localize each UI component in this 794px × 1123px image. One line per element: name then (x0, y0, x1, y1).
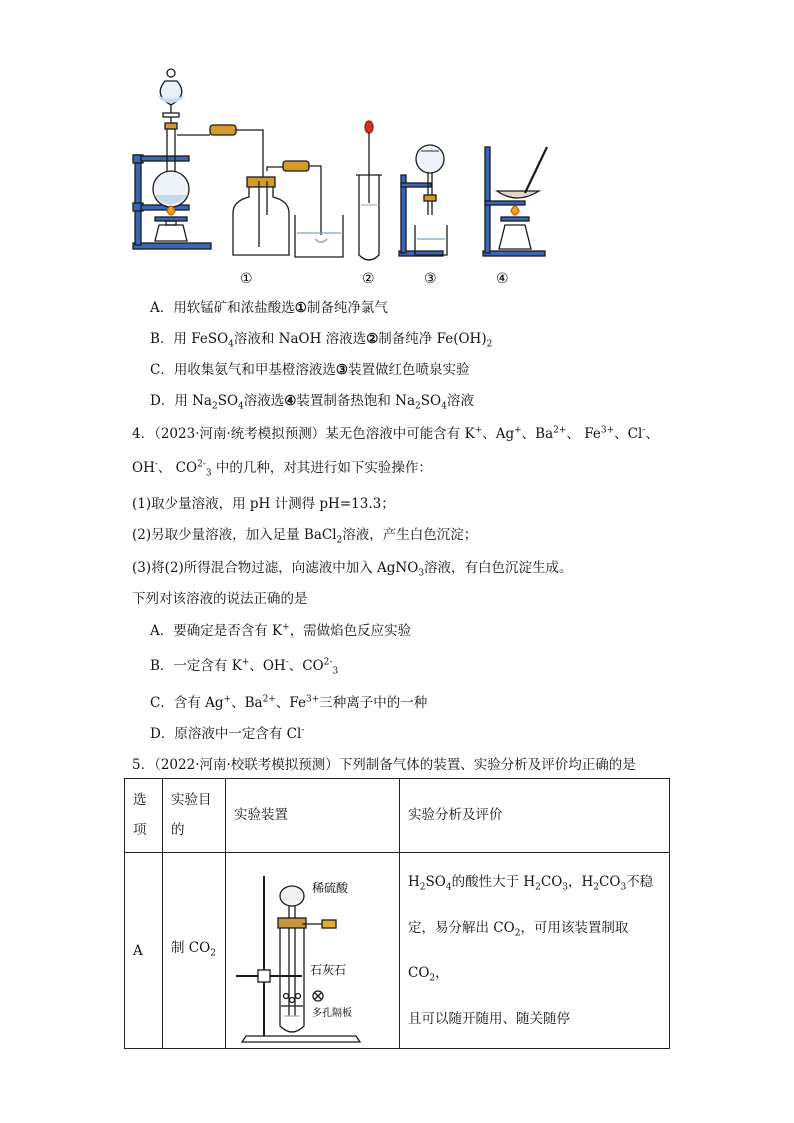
q4-option-a: A．要确定是否含有 K+，需做焰色反应实验 (150, 622, 412, 639)
label-limestone: 石灰石 (310, 962, 347, 977)
q3-option-a: A．用软锰矿和浓盐酸选①制备纯净氯气 (150, 300, 388, 316)
q4-step-2: (2)另取少量溶液，加入足量 BaCl$_2$溶液，产生白色沉淀； (132, 527, 478, 546)
figure-label-4: ④ (496, 271, 509, 287)
q4-step-1: (1)取少量溶液，用 pH 计测得 pH=13.3； (132, 496, 395, 512)
row-a-analysis (400, 853, 670, 1049)
row-a-apparatus (226, 853, 400, 1049)
q3-option-b: B．用 FeSO$_4$溶液和 NaOH 溶液选②制备纯净 $Fe(OH)_2$ (150, 331, 493, 350)
figure-label-3: ③ (424, 271, 437, 287)
apparatus-1-generator (133, 69, 263, 249)
q5-table (124, 778, 670, 1049)
q4-option-b: B．一定含有 K+、OH-、$CO^{2-}_3$ (150, 657, 339, 677)
q4-step-3: (3)将(2)所得混合物过滤，向滤液中加入 AgNO$_3$溶液，有白色沉淀生成。 (132, 560, 573, 579)
q5-stem: 5．（2022·河南·校联考模拟预测）下列制备气体的装置、实验分析及评价均正确的是 (132, 757, 636, 773)
q4-option-c: C．含有 Ag+、$Ba^{2+}$、$Fe^{3+}$三种离子中的一种 (150, 694, 428, 711)
q3-option-d: D．用 $Na_2SO_4$溶液选④装置制备热饱和 $Na_2SO_4$溶液 (150, 393, 474, 412)
header-apparatus: 实验装置 (226, 779, 400, 853)
apparatus-3-fountain (399, 145, 447, 256)
analysis-line-3: 且可以随开随用、随关随停 (408, 1011, 570, 1028)
table-row (125, 853, 670, 1049)
analysis-line-2: 定，易分解出 $CO_2$，可用该装置制取 $CO_2$， (408, 919, 629, 985)
row-a-purpose: 制 $CO_2$ (163, 853, 226, 1049)
q4-question: 下列对该溶液的说法正确的是 (132, 591, 308, 607)
header-purpose: 实验目的 (163, 779, 226, 853)
apparatus-figure (125, 55, 555, 290)
q3-option-c: C．用收集氨气和甲基橙溶液选③装置做红色喷泉实验 (150, 362, 470, 378)
header-analysis: 实验分析及评价 (400, 779, 670, 853)
apparatus-1-bottle (233, 161, 343, 257)
q4-stem-line1: 4．（2023·河南·统考模拟预测）某无色溶液中可能含有 K+、Ag+、$Ba^{2+}$、 $Fe^{3+}$、Cl-、 (132, 425, 659, 442)
header-option: 选项 (125, 779, 163, 853)
apparatus-4-evaporation (483, 147, 547, 256)
apparatus-2-test-tube (356, 121, 382, 260)
label-dilute-sulfuric-acid: 稀硫酸 (312, 880, 349, 895)
kipp-like-apparatus (226, 856, 398, 1046)
table-header-row (125, 779, 670, 853)
label-porous-plate: 多孔隔板 (312, 1007, 352, 1019)
figure-label-1: ① (240, 271, 253, 287)
figure-label-2: ② (362, 271, 375, 287)
analysis-line-1: $H_2SO_4$的酸性大于 $H_2CO_3$，$H_2CO_3$不稳 (408, 873, 654, 893)
q4-stem-line2: OH-、 $CO^{2-}_3$ 中的几种，对其进行如下实验操作： (132, 459, 432, 479)
q4-option-d: D．原溶液中一定含有 Cl- (150, 725, 305, 742)
row-a-option: A (125, 853, 163, 1049)
